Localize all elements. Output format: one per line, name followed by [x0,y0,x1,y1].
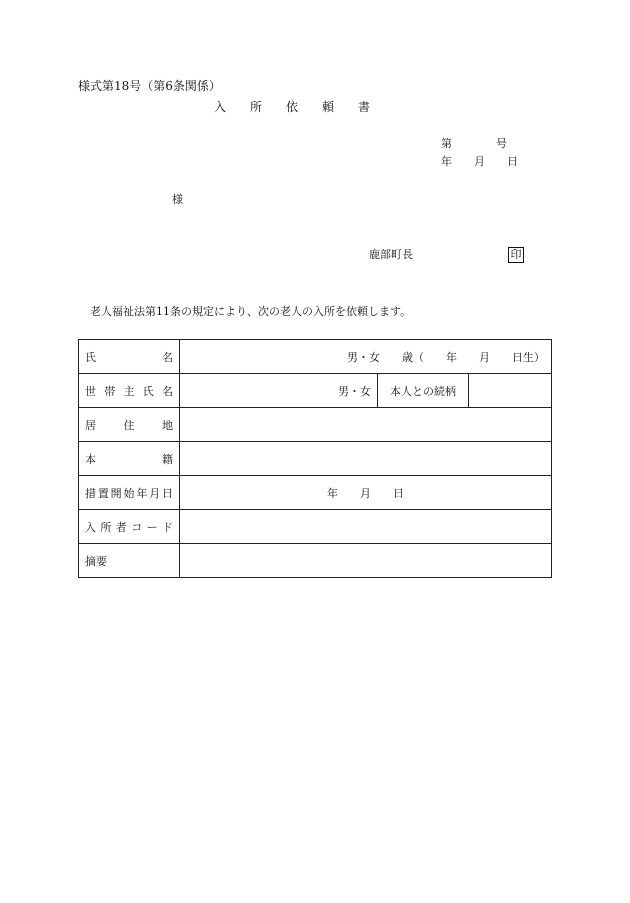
value-name[interactable]: 男・女 歳（ 年 月 日生） [180,340,552,374]
value-remarks[interactable] [180,544,552,578]
value-relation[interactable] [469,374,552,408]
label-domicile: 本 籍 [79,442,180,476]
value-start-date[interactable]: 年 月 日 [180,476,552,510]
label-relation: 本人との続柄 [378,374,469,408]
label-start-date: 措置開始年月日 [79,476,180,510]
value-householder-gender[interactable]: 男・女 [180,374,378,408]
label-remarks: 摘要 [79,544,180,578]
issuer-name: 鹿部町長 [369,248,413,261]
row-code [79,510,552,544]
label-name: 氏 名 [79,340,180,374]
row-remarks [79,544,552,578]
value-address[interactable] [180,408,552,442]
document-date: 年 月 日 [441,155,518,168]
label-address: 居 住 地 [79,408,180,442]
intro-text: 老人福祉法第11条の規定により、次の老人の入所を依頼します。 [90,305,412,318]
addressee-suffix: 様 [172,193,183,206]
form-number: 様式第18号（第6条関係） [78,79,221,93]
label-householder: 世帯主氏名 [79,374,180,408]
document-title: 入 所 依 頼 書 [214,100,371,114]
row-householder [79,374,552,408]
document-number: 第 号 [441,137,507,150]
request-form-table [78,339,552,578]
label-code: 入所者コード [79,510,180,544]
row-address [79,408,552,442]
row-domicile [79,442,552,476]
value-code[interactable] [180,510,552,544]
row-name [79,340,552,374]
seal-mark: 印 [508,247,524,263]
row-start-date [79,476,552,510]
value-domicile[interactable] [180,442,552,476]
